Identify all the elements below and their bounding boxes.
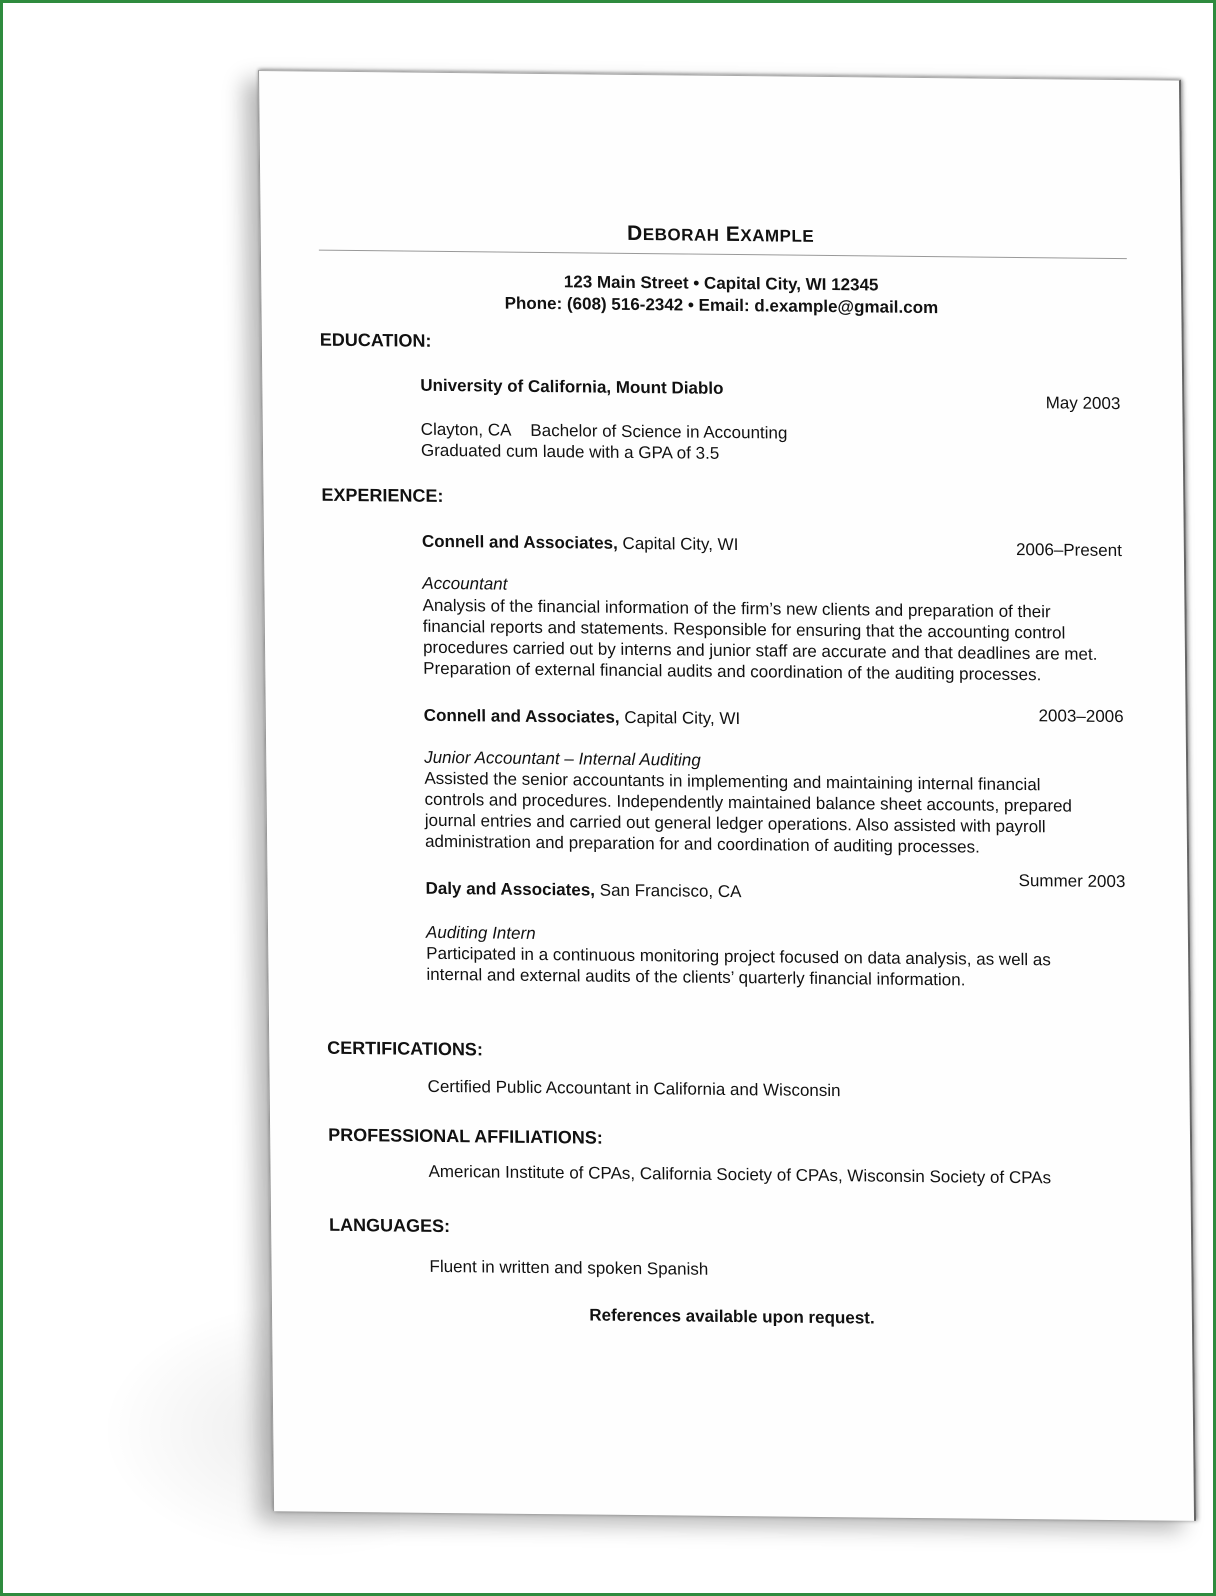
job-title: Auditing Intern: [425, 922, 536, 943]
resume-name: [261, 218, 1181, 252]
job-title: Accountant: [422, 573, 508, 594]
education-school: University of California, Mount Diablo: [420, 375, 724, 398]
name-last-rest: XAMPLE: [740, 226, 815, 246]
header-divider: [319, 250, 1127, 259]
job-description-line: procedures carried out by interns and junior staff are accurate and that deadlines are met.: [422, 637, 1098, 664]
education-location: Clayton, CA: [420, 419, 512, 440]
education-heading: EDUCATION:: [319, 329, 432, 351]
references-note: References available upon request.: [589, 1305, 875, 1328]
job-employer: [422, 531, 739, 555]
job-location: Capital City, WI: [617, 533, 739, 555]
resume-page: [258, 70, 1196, 1521]
languages-heading: LANGUAGES:: [328, 1214, 451, 1237]
education-honors: Graduated cum laude with a GPA of 3.5: [420, 440, 720, 463]
job-description-line: Assisted the senior accountants in implementing and maintaining internal financial: [424, 768, 1041, 795]
affiliations-heading: PROFESSIONAL AFFILIATIONS:: [328, 1124, 603, 1148]
job-title: Junior Accountant – Internal Auditing: [424, 747, 701, 770]
languages-text: Fluent in written and spoken Spanish: [429, 1256, 709, 1279]
job-employer: [424, 705, 741, 729]
education-date: May 2003: [1045, 393, 1121, 414]
job-company: Connell and Associates,: [421, 531, 618, 553]
job-dates: 2003–2006: [1038, 706, 1124, 727]
job-dates: 2006–Present: [1015, 539, 1122, 561]
job-description-line: controls and procedures. Independently maintained balance sheet accounts, prepared: [424, 789, 1073, 816]
job-company: Connell and Associates,: [423, 705, 620, 727]
address-line: 123 Main Street • Capital City, WI 12345: [563, 272, 879, 295]
experience-heading: EXPERIENCE:: [321, 484, 444, 506]
affiliations-text: American Institute of CPAs, California Society of CPAs, Wisconsin Society of CPAs: [428, 1161, 1052, 1188]
job-description-line: administration and preparation for and coordination of auditing processes.: [424, 831, 980, 857]
job-description-line: Analysis of the financial information of the firm’s new clients and preparation of their: [422, 595, 1051, 622]
job-company: Daly and Associates,: [425, 878, 596, 900]
job-location: San Francisco, CA: [594, 880, 742, 902]
name-first-initial: D: [626, 221, 643, 246]
job-description-line: Preparation of external financial audits and coordination of the auditing processes.: [423, 658, 1042, 685]
certifications-text: Certified Public Accountant in California and Wisconsin: [427, 1076, 841, 1101]
job-dates: Summer 2003: [1018, 871, 1126, 892]
name-last-initial: E: [725, 222, 741, 247]
certifications-heading: CERTIFICATIONS:: [327, 1037, 483, 1060]
name-first-rest: EBORAH: [642, 225, 720, 245]
job-description-line: Participated in a continuous monitoring project focused on data analysis, as well as: [426, 943, 1051, 970]
contact-line: Phone: (608) 516-2342 • Email: d.example@gmail.com: [504, 293, 939, 318]
job-description-line: internal and external audits of the clients’ quarterly financial information.: [426, 964, 966, 990]
job-employer: [425, 878, 741, 902]
job-description-line: financial reports and statements. Responsible for ensuring that the accounting control: [422, 616, 1066, 643]
job-description-line: journal entries and carried out general ledger operations. Also assisted with payroll: [424, 810, 1046, 837]
education-degree: Bachelor of Science in Accounting: [530, 420, 788, 443]
job-location: Capital City, WI: [619, 707, 741, 729]
